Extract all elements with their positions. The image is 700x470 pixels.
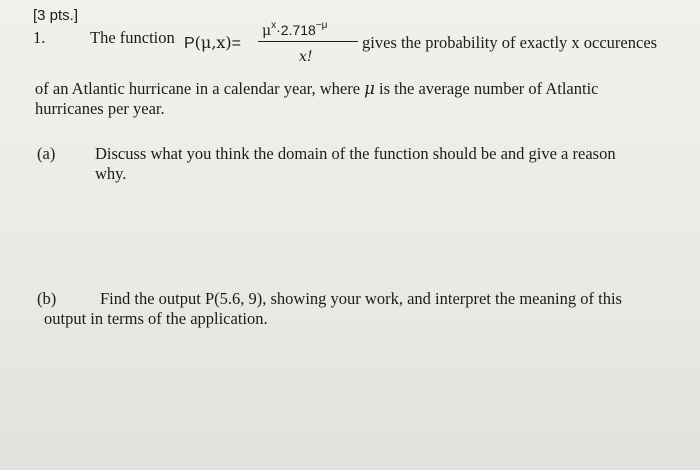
question-tail: gives the probability of exactly x occurences <box>362 33 658 52</box>
numerator-rest: ·2.718 <box>276 22 316 38</box>
function-name <box>184 33 241 54</box>
numerator-base: μ <box>262 23 272 39</box>
fraction-denominator: x! <box>299 49 313 65</box>
line2-end: is the average number of Atlantic <box>379 79 599 98</box>
question-line-2 <box>35 79 599 99</box>
fraction-bar <box>258 41 358 42</box>
part-b-line-2: output in terms of the application. <box>44 309 268 328</box>
mu-symbol: μ <box>364 79 375 98</box>
question-number: 1. <box>33 28 46 47</box>
numerator-rest-exponent: −μ <box>315 20 328 31</box>
equals-sign: = <box>231 35 242 52</box>
part-b-line-1: Find the output P(5.6, 9), showing your work, and interpret the meaning of this <box>100 289 622 308</box>
question-lead: The function <box>90 28 175 47</box>
points-label: [3 pts.] <box>33 7 79 24</box>
numerator-exponent: x <box>271 20 277 31</box>
part-b-label: (b) <box>37 289 57 308</box>
question-line-3: hurricanes per year. <box>35 99 165 118</box>
function-arguments: (μ,x) <box>194 33 232 52</box>
part-a-label: (a) <box>37 144 56 163</box>
part-a-line-1: Discuss what you think the domain of the function should be and give a reason <box>95 144 616 163</box>
fraction-numerator <box>262 20 327 41</box>
line2-text: of an Atlantic hurricane in a calendar year, where <box>35 79 361 98</box>
part-a-line-2: why. <box>95 164 127 183</box>
function-symbol: P <box>184 35 195 52</box>
